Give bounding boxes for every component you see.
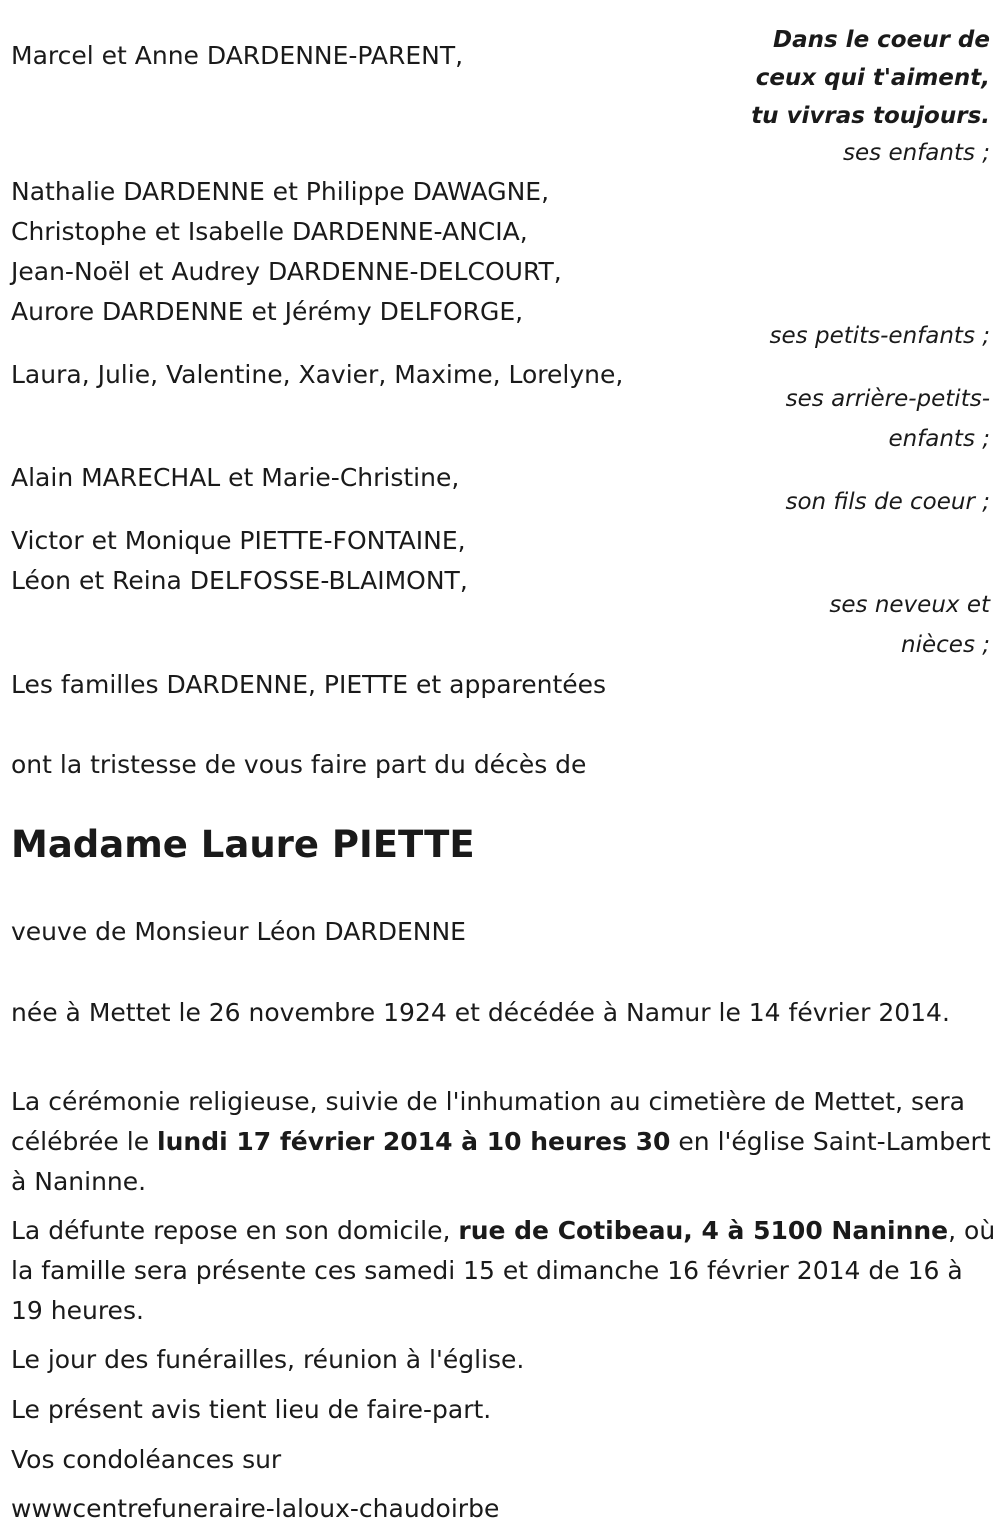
great-grandchildren-label-line-2: enfants ; <box>888 426 990 452</box>
children-name: Marcel et Anne DARDENNE-PARENT, <box>11 41 464 70</box>
condolences-url: wwwcentrefuneraire-laloux-chaudoirbe <box>11 1494 500 1523</box>
epigraph-line-2: ceux qui t'aiment, <box>755 65 990 91</box>
epigraph-line-1: Dans le coeur de <box>773 27 990 53</box>
announcement-line: ont la tristesse de vous faire part du décès de <box>11 750 587 779</box>
grandchild-name: Christophe et Isabelle DARDENNE-ANCIA, <box>11 217 528 246</box>
repose-paragraph <box>11 1211 996 1331</box>
grandchild-name: Jean-Noël et Audrey DARDENNE-DELCOURT, <box>11 257 562 286</box>
ceremony-text-before: La cérémonie religieuse, suivie de l'inhumation au cimetière de Mettet, sera célébrée le <box>11 1087 965 1156</box>
repose-text-after: , où la famille sera présente ces samedi 15 et dimanche 16 février 2014 de 16 à 19 heures. <box>11 1216 996 1325</box>
repose-address: rue de Cotibeau, 4 à 5100 Naninne <box>458 1216 949 1245</box>
condolences-label: Vos condoléances sur <box>11 1445 282 1474</box>
families-line: Les familles DARDENNE, PIETTE et apparentées <box>11 670 607 699</box>
birth-death-paragraph: née à Mettet le 26 novembre 1924 et décédée à Namur le 14 février 2014. <box>11 998 950 1027</box>
nephews-label-line-1: ses neveux et <box>829 592 990 618</box>
grandchild-name: Aurore DARDENNE et Jérémy DELFORGE, <box>11 297 524 326</box>
ceremony-text-after: en l'église Saint-Lambert à Naninne. <box>11 1127 991 1196</box>
children-label: ses enfants ; <box>843 140 990 166</box>
meeting-line: Le jour des funérailles, réunion à l'église. <box>11 1345 525 1374</box>
heart-son-name: Alain MARECHAL et Marie-Christine, <box>11 463 460 492</box>
repose-text-before: La défunte repose en son domicile, <box>11 1216 459 1245</box>
grandchildren-label: ses petits-enfants ; <box>769 323 990 349</box>
deceased-name: Madame Laure PIETTE <box>11 823 475 866</box>
nephew-name: Victor et Monique PIETTE-FONTAINE, <box>11 526 466 555</box>
nephews-label-line-2: nièces ; <box>901 632 990 658</box>
epigraph-line-3: tu vivras toujours. <box>751 103 990 129</box>
grandchild-name: Nathalie DARDENNE et Philippe DAWAGNE, <box>11 177 550 206</box>
ceremony-paragraph <box>11 1082 996 1202</box>
heart-son-label: son fils de coeur ; <box>785 489 990 515</box>
notice-line: Le présent avis tient lieu de faire-part. <box>11 1395 492 1424</box>
ceremony-date-time: lundi 17 février 2014 à 10 heures 30 <box>157 1127 671 1156</box>
great-grandchildren-label-line-1: ses arrière-petits- <box>785 386 990 412</box>
nephew-name: Léon et Reina DELFOSSE-BLAIMONT, <box>11 566 468 595</box>
great-grandchildren-names: Laura, Julie, Valentine, Xavier, Maxime, Lorelyne, <box>11 360 624 389</box>
widow-of-line: veuve de Monsieur Léon DARDENNE <box>11 917 466 946</box>
